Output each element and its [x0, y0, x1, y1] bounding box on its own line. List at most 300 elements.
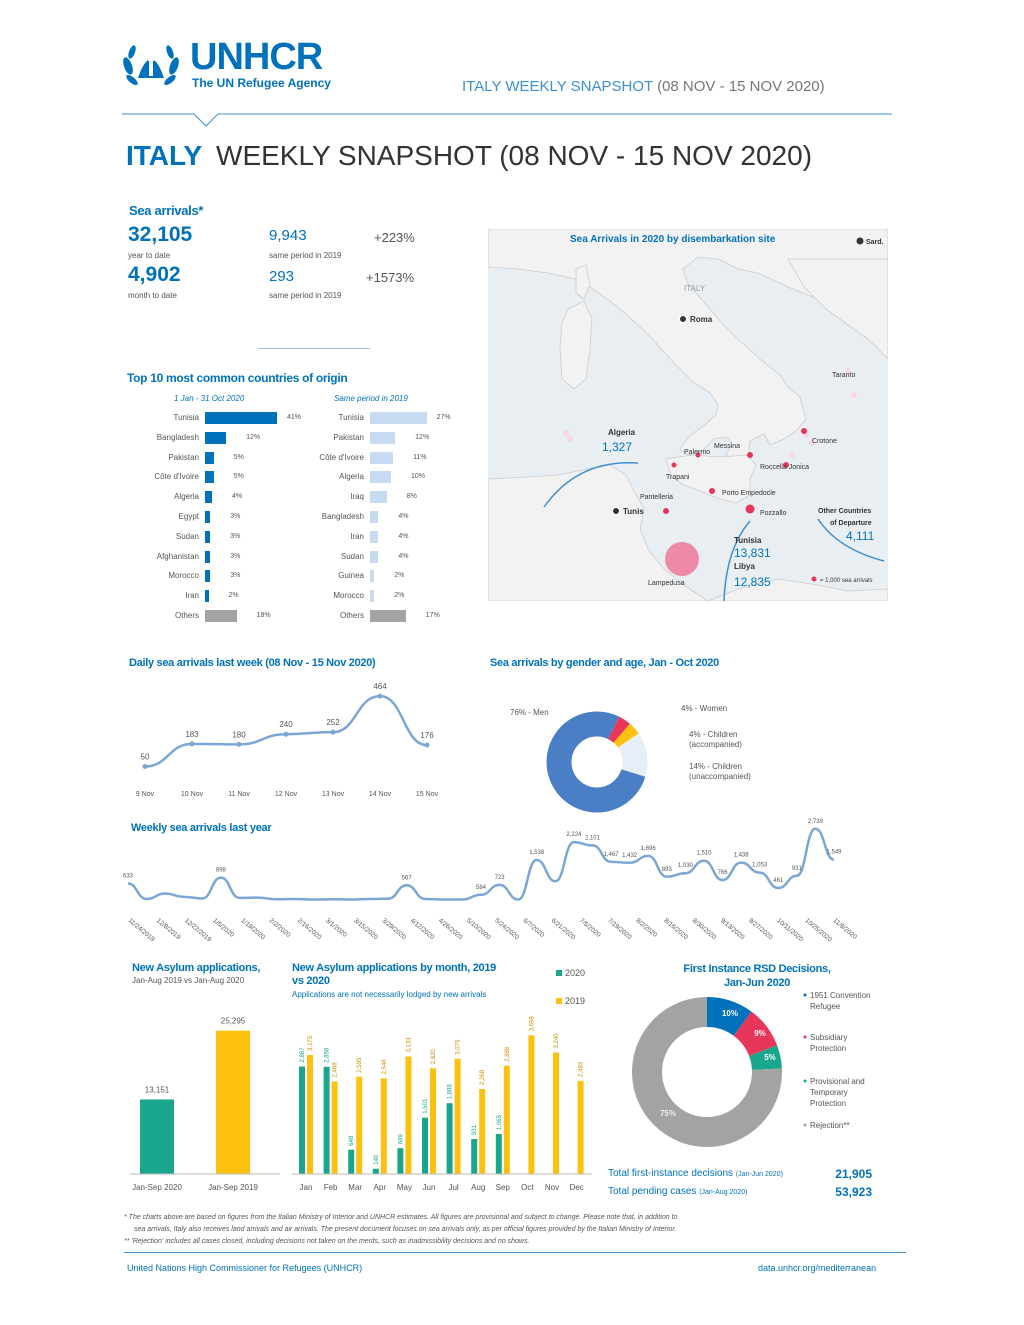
- footer-left: United Nations High Commissioner for Refugees (UNHCR): [127, 1263, 363, 1273]
- weekly-x-label: 12/8/2019: [154, 917, 182, 942]
- asylum-month-bar-2019: [479, 1089, 485, 1174]
- weekly-chart: [118, 815, 858, 955]
- weekly-x-label: 10/11/2020: [775, 917, 805, 944]
- rsd-decisions-label: Total first-instance decisions: [608, 1168, 734, 1179]
- legend-2019: [556, 996, 585, 1006]
- asylum-month-x-label: May: [396, 1183, 412, 1192]
- rsd-legend-dot: [804, 1124, 807, 1127]
- asylum-month-x-label: Aug: [471, 1183, 486, 1192]
- map-italy-label: ITALY: [684, 284, 706, 293]
- daily-point: [190, 741, 195, 746]
- origin-label: Sudan: [340, 551, 364, 561]
- rsd-value-label: 5%: [764, 1053, 776, 1062]
- origin-label: Bangladesh: [156, 432, 199, 442]
- mtd-label: month to date: [128, 291, 177, 300]
- origin-label: Tunisia: [173, 413, 199, 422]
- origin-bar: [370, 531, 378, 543]
- mtd-prev-label: same period in 2019: [269, 291, 342, 300]
- origin-label: Others: [174, 611, 199, 620]
- origin-label: Côte d'Ivoire: [154, 472, 199, 482]
- map-algeria-value: 1,327: [602, 440, 633, 454]
- weekly-x-label: 8/30/2020: [690, 917, 718, 942]
- daily-value: 50: [140, 752, 150, 762]
- origin-bar: [205, 531, 210, 543]
- asylum-month-value-2020: 931: [472, 1125, 479, 1136]
- asylum-month-bar-2019: [332, 1081, 338, 1174]
- asylum-month-bar-2019: [405, 1057, 411, 1174]
- weekly-x-label: 1/19/2020: [239, 917, 267, 942]
- weekly-value: 584: [475, 884, 487, 891]
- asylum-month-x-label: Oct: [521, 1183, 534, 1192]
- asylum-month-bar-2019: [578, 1081, 584, 1174]
- daily-value: 252: [326, 718, 340, 728]
- asylum-month-bar-2020: [447, 1103, 453, 1174]
- map-dot-pantelleria: [663, 508, 669, 514]
- weekly-value: 1,467: [603, 851, 619, 858]
- origin-bar: [370, 551, 378, 563]
- weekly-value: 2,739: [807, 818, 823, 825]
- rsd-decisions-value: 21,905: [835, 1167, 872, 1181]
- asylum-month-bar-2019: [455, 1059, 461, 1174]
- map-dot-messina: [747, 452, 753, 458]
- origin-bar: [205, 551, 210, 563]
- origin-label: Others: [339, 611, 364, 620]
- origin-bar: [205, 570, 210, 582]
- header-divider: [122, 112, 892, 128]
- gender-label-men: 76% - Men: [510, 708, 549, 717]
- origin-bar: [370, 570, 374, 582]
- origin-pct: 12%: [246, 433, 261, 441]
- asylum-month-value-2020: 689: [398, 1134, 405, 1145]
- weekly-x-label: 6/7/2020: [521, 917, 546, 939]
- origin-label: Côte d'Ivoire: [319, 452, 364, 462]
- logo-text: UNHCR: [190, 36, 323, 78]
- asylum-month-value-2019: 3,698: [529, 1016, 536, 1032]
- asylum-month-value-2020: 1,501: [423, 1098, 429, 1114]
- gender-label-children-acc: 4% - Children: [689, 730, 738, 739]
- origin-label: Guinea: [338, 571, 364, 581]
- origin-label: Iraq: [350, 492, 364, 502]
- rsd-legend-label: Rejection**: [810, 1121, 850, 1130]
- weekly-value: 893: [661, 866, 672, 873]
- weekly-value: 633: [122, 873, 134, 880]
- unhcr-logo: [118, 36, 358, 96]
- page-title-rest: WEEKLY SNAPSHOT (08 NOV - 15 NOV 2020): [216, 140, 813, 171]
- weekly-x-label: 8/16/2020: [662, 917, 690, 942]
- asylum-month-bar-2020: [496, 1134, 502, 1174]
- page-title-country: ITALY: [126, 140, 203, 171]
- asylum-month-bar-2020: [397, 1148, 403, 1174]
- weekly-x-label: 9/27/2020: [747, 917, 774, 942]
- header-snapshot-left: ITALY WEEKLY SNAPSHOT: [462, 78, 653, 95]
- page-title: [126, 140, 812, 172]
- origin-bar: [370, 610, 406, 622]
- origin-label: Tunisia: [338, 413, 364, 422]
- origin-2019-subtitle: Same period in 2019: [334, 394, 408, 403]
- daily-x-label: 12 Nov: [274, 791, 298, 798]
- asylum-month-bar-2020: [324, 1067, 330, 1174]
- asylum-month-value-2020: 2,858: [324, 1047, 331, 1063]
- weekly-x-label: 2/16/2020: [295, 917, 323, 942]
- legend-2020: [556, 968, 585, 978]
- header-snapshot-right: (08 NOV - 15 NOV 2020): [657, 78, 825, 95]
- asylum-month-value-2019: 3,240: [554, 1033, 560, 1049]
- weekly-x-label: 12/22/2019: [183, 917, 213, 944]
- origin-pct: 8%: [406, 493, 417, 501]
- daily-point: [378, 694, 383, 699]
- map-tunisia-label: Tunisia: [734, 536, 762, 545]
- map-palermo-label: Palermo: [684, 449, 711, 456]
- weekly-x-label: 11/8/2020: [831, 917, 858, 941]
- footnote-2: ** 'Rejection' includes all cases closed, including decisions not taken on the merits, such as inadmissibility decisions and no shows.: [124, 1238, 530, 1245]
- legend-2020-swatch: [556, 970, 562, 976]
- weekly-x-label: 5/10/2020: [465, 917, 492, 942]
- origin-label: Algeria: [339, 472, 364, 482]
- origin-pct: 2%: [394, 572, 405, 580]
- map-other-value: 4,111: [846, 529, 875, 543]
- map-dot-crotone: [801, 428, 807, 434]
- rsd-legend-dot: [804, 1036, 807, 1039]
- asylum-month-value-2020: 140: [373, 1154, 380, 1165]
- origin-pct: 4%: [232, 493, 243, 501]
- origin-pct: 2%: [394, 592, 405, 600]
- weekly-x-label: 1/5/2020: [211, 917, 236, 939]
- asylum-month-value-2020: 1,888: [447, 1084, 454, 1100]
- asylum-month-value-2019: 2,595: [357, 1057, 364, 1073]
- gender-label-children-unacc-2: (unaccompanied): [689, 772, 751, 781]
- origin-pct: 11%: [413, 453, 427, 461]
- map-sardegna-label: Sard.: [866, 239, 884, 246]
- rsd-pending-value: 53,923: [835, 1185, 872, 1199]
- asylum-month-bar-2019: [381, 1078, 387, 1174]
- weekly-x-label: 8/2/2020: [634, 917, 659, 939]
- mtd-prev-value: 293: [269, 268, 295, 285]
- mtd-change: +1573%: [366, 270, 415, 285]
- origin-pct: 41%: [287, 414, 302, 421]
- asylum-month-value-2019: 3,133: [406, 1037, 413, 1053]
- ytd-label: year to date: [128, 251, 171, 260]
- asylum-month-value-2019: 2,886: [504, 1046, 511, 1062]
- origin-bar: [370, 452, 393, 464]
- daily-x-label: 9 Nov: [135, 791, 155, 798]
- origin-pct: 10%: [410, 473, 425, 481]
- weekly-x-label: 5/24/2020: [493, 917, 520, 942]
- origin-label: Iran: [350, 531, 364, 541]
- asylum-month-bar-2019: [307, 1055, 313, 1174]
- asylum-month-value-2019: 2,820: [431, 1049, 437, 1065]
- daily-value: 176: [420, 731, 434, 741]
- asylum-month-value-2019: 2,483: [578, 1061, 585, 1077]
- sea-arrivals-divider: [258, 348, 370, 349]
- daily-x-label: 15 Nov: [415, 791, 439, 798]
- rsd-legend-label: Protection: [810, 1044, 847, 1053]
- rsd-legend-label: 1951 Convention: [810, 992, 871, 1000]
- rsd-decisions-row: [608, 1168, 876, 1179]
- asylum-month-bar-2019: [528, 1035, 534, 1174]
- daily-value: 183: [185, 729, 199, 739]
- asylum-month-subtitle: Applications are not necessarily lodged by new arrivals: [292, 990, 487, 999]
- origin-pct: 17%: [425, 612, 440, 619]
- gender-label-children-acc-2: (accompanied): [689, 740, 742, 749]
- weekly-x-label: 7/19/2020: [606, 917, 633, 942]
- origin-pct: 27%: [436, 414, 451, 421]
- daily-point: [425, 743, 430, 748]
- asylum-month-value-2019: 3,175: [308, 1035, 314, 1051]
- map-dot-trapani: [672, 463, 677, 468]
- asylum-total-chart: [130, 1000, 280, 1196]
- asylum-month-value-2019: 2,548: [381, 1059, 388, 1075]
- map-messina-label: Messina: [714, 443, 741, 450]
- footnote-1a-text: The charts above are based on figures from the Italian Ministry of Interior and UNHCR estimates. All figures are provisional and subject to change. Please note that, in addition to: [128, 1214, 678, 1221]
- daily-value: 240: [279, 720, 293, 730]
- rsd-pending-label: Total pending cases: [608, 1186, 697, 1197]
- ytd-prev-label: same period in 2019: [269, 251, 342, 260]
- origin-label: Morocco: [333, 591, 364, 601]
- map-dot-porto: [709, 488, 715, 494]
- origin-label: Pakistan: [333, 432, 364, 442]
- footer-divider: [124, 1252, 906, 1253]
- asylum-month-value-2020: 1,065: [496, 1115, 503, 1131]
- map-algeria-label: Algeria: [608, 428, 636, 437]
- origin-pct: 3%: [230, 513, 241, 520]
- daily-x-label: 13 Nov: [321, 791, 345, 798]
- map-sardinia: [560, 301, 592, 389]
- origin-title: Top 10 most common countries of origin: [127, 371, 348, 385]
- asylum-month-bar-2020: [471, 1139, 477, 1174]
- origin-label: Bangladesh: [321, 512, 364, 521]
- weekly-x-label: 3/1/2020: [324, 917, 349, 939]
- daily-value: 180: [232, 730, 246, 740]
- asylum-total-subtitle: Jan-Aug 2019 vs Jan-Aug 2020: [132, 976, 245, 985]
- asylum-month-bar-2020: [348, 1150, 354, 1174]
- asylum-month-value-2020: 648: [349, 1135, 356, 1146]
- footer-right: data.unhcr.org/mediterranean: [758, 1263, 877, 1273]
- weekly-x-label: 4/12/2020: [408, 917, 436, 942]
- origin-bar: [370, 491, 387, 503]
- legend-2019-swatch: [556, 998, 562, 1004]
- weekly-value: 1,438: [733, 852, 749, 859]
- map-balkans: [788, 259, 888, 359]
- origin-bar: [205, 610, 237, 622]
- origin-bar: [205, 590, 209, 602]
- weekly-title: Weekly sea arrivals last year: [131, 822, 272, 834]
- origin-bar: [370, 432, 395, 444]
- rsd-value-label: 75%: [659, 1109, 677, 1118]
- legend-2020-label: 2020: [565, 968, 586, 978]
- map-tunisia-value: 13,831: [734, 546, 771, 560]
- origin-pct: 2%: [228, 592, 239, 600]
- asylum-month-x-label: Apr: [373, 1183, 387, 1192]
- asylum-month-x-label: Mar: [348, 1183, 363, 1192]
- asylum-total-bar: [140, 1099, 174, 1174]
- origin-label: Egypt: [178, 512, 199, 521]
- ytd-change: +223%: [374, 230, 415, 245]
- map-trapani-label: Trapani: [666, 474, 690, 481]
- origin-bar: [370, 511, 378, 523]
- rsd-chart: [610, 992, 910, 1152]
- weekly-value: 2,101: [584, 835, 600, 842]
- origin-label: Afghanistan: [156, 551, 199, 561]
- gender-label-women: 4% - Women: [681, 704, 728, 713]
- header-snapshot: [462, 78, 825, 95]
- origin-bar: [205, 491, 212, 503]
- weekly-value: 1,030: [677, 863, 693, 870]
- asylum-month-bar-2020: [299, 1066, 305, 1174]
- asylum-month-x-label: Jul: [448, 1183, 459, 1192]
- rsd-legend-dot: [804, 1080, 807, 1083]
- rsd-legend-dot: [804, 994, 807, 997]
- origin-label: Iran: [185, 591, 199, 601]
- daily-point: [143, 764, 148, 769]
- rsd-legend-label: Temporary: [810, 1088, 848, 1097]
- weekly-x-label: 11/24/2019: [126, 917, 156, 944]
- weekly-value: 723: [494, 874, 505, 881]
- asylum-month-value-2020: 2,867: [300, 1047, 306, 1063]
- weekly-value: 567: [401, 875, 412, 882]
- map-other-label-1: Other Countries: [818, 508, 872, 515]
- asylum-month-x-label: Sep: [495, 1183, 510, 1192]
- map-roccella-label: Roccella Jonica: [760, 464, 810, 471]
- map-taranto-label: Taranto: [832, 372, 856, 379]
- map-tunis-label: Tunis: [623, 507, 644, 516]
- asylum-month-x-label: Dec: [569, 1183, 584, 1192]
- asylum-month-x-label: Jun: [422, 1183, 436, 1192]
- weekly-x-label: 6/21/2020: [549, 917, 577, 942]
- asylum-month-bar-2019: [504, 1066, 510, 1174]
- gender-chart: [500, 700, 770, 815]
- map-legend-label: = 1,000 sea arrivals: [820, 578, 873, 584]
- origin-pct: 4%: [398, 513, 409, 520]
- rsd-title: First Instance RSD Decisions, Jan-Jun 2020: [683, 963, 831, 989]
- sea-arrivals-title: Sea arrivals*: [129, 203, 204, 218]
- asylum-total-title: New Asylum applications,: [132, 962, 261, 974]
- map-porto-label: Porto Empedocle: [722, 490, 776, 497]
- origin-pct: 12%: [415, 433, 430, 441]
- origin-pct: 4%: [398, 552, 409, 560]
- footnote-1b: sea arrivals, Italy also receives land arrivals and air arrivals. The present document focuses on sea arrivals only, as per official figures provided by the Italian Ministry of Interior.: [134, 1226, 677, 1233]
- daily-x-label: 10 Nov: [180, 791, 204, 798]
- weekly-x-label: 10/25/2020: [803, 917, 833, 944]
- daily-value: 464: [373, 682, 387, 692]
- map-libya-value: 12,835: [734, 575, 771, 589]
- rsd-pending-row: [608, 1186, 876, 1197]
- asylum-month-title: New Asylum applications by month, 2019 vs 2020: [292, 962, 496, 987]
- legend-2019-label: 2019: [565, 996, 586, 1006]
- origin-pct: 3%: [230, 552, 241, 560]
- gender-label-children-unacc: 14% - Children: [689, 762, 742, 771]
- ytd-value: 32,105: [128, 223, 193, 246]
- origin-2020-subtitle: 1 Jan - 31 Oct 2020: [174, 394, 245, 403]
- asylum-month-bar-2019: [356, 1077, 362, 1174]
- origin-pct: 5%: [233, 453, 244, 461]
- map-roma-label: Roma: [690, 315, 713, 324]
- asylum-total-value: 25,295: [220, 1016, 246, 1026]
- map-title: Sea Arrivals in 2020 by disembarkation site: [570, 234, 776, 245]
- map-lampedusa-label: Lampedusa: [648, 580, 685, 587]
- weekly-value: 1,432: [622, 852, 638, 859]
- map-libya-label: Libya: [734, 562, 755, 571]
- asylum-month-bar-2019: [553, 1053, 559, 1175]
- rsd-legend-label: Refugee: [810, 1002, 841, 1011]
- map-dot-pozzallo: [746, 505, 755, 514]
- origin-bar: [205, 412, 277, 424]
- asylum-total-value: 13,151: [144, 1085, 170, 1095]
- asylum-month-value-2019: 2,468: [332, 1062, 339, 1078]
- map-panel: [488, 229, 888, 601]
- asylum-total-x-label: Jan-Sep 2019: [208, 1183, 258, 1192]
- map-svg: [488, 229, 888, 601]
- weekly-x-label: 4/26/2020: [436, 917, 464, 942]
- logo-subtitle: The UN Refugee Agency: [192, 76, 331, 90]
- weekly-value: 898: [215, 867, 226, 874]
- rsd-pending-period: (Jan-Aug 2020): [699, 1189, 748, 1196]
- asylum-month-x-label: Nov: [544, 1183, 560, 1192]
- asylum-month-x-label: Jan: [299, 1183, 313, 1192]
- origin-bar: [205, 452, 214, 464]
- asylum-month-value-2019: 2,268: [480, 1069, 487, 1085]
- origin-bar: [370, 471, 391, 483]
- daily-x-label: 11 Nov: [228, 791, 250, 798]
- daily-point: [284, 732, 289, 737]
- origin-pct: 18%: [256, 612, 271, 619]
- weekly-value: 461: [773, 878, 784, 885]
- weekly-value: 1,549: [826, 849, 842, 856]
- rsd-legend-label: Subsidiary: [810, 1033, 848, 1042]
- weekly-value: 1,538: [529, 849, 545, 856]
- weekly-value: 766: [717, 870, 728, 877]
- weekly-x-label: 3/29/2020: [380, 917, 408, 942]
- map-other-label-2: of Departure: [830, 520, 872, 527]
- origin-bar: [205, 432, 226, 444]
- weekly-value: 931: [791, 865, 802, 872]
- weekly-x-label: 3/15/2020: [352, 917, 379, 942]
- origin-bar: [370, 590, 374, 602]
- weekly-value: 1,510: [696, 850, 712, 857]
- origin-bar: [205, 471, 214, 483]
- asylum-month-chart: [292, 1012, 592, 1196]
- weekly-value: 1,696: [640, 845, 656, 852]
- daily-title: Daily sea arrivals last week (08 Nov - 15 Nov 2020): [129, 657, 376, 669]
- daily-x-label: 14 Nov: [368, 791, 392, 798]
- asylum-month-bar-2020: [373, 1169, 379, 1174]
- rsd-legend-label: Provisional and: [810, 1077, 865, 1086]
- rsd-value-label: 9%: [754, 1029, 766, 1038]
- origin-bar: [370, 412, 427, 424]
- footnotes: [124, 1212, 864, 1248]
- origin-bar: [205, 511, 210, 523]
- daily-point: [237, 742, 242, 747]
- daily-point: [331, 730, 336, 735]
- asylum-total-bar: [216, 1031, 250, 1174]
- map-dot-legend: [812, 577, 817, 582]
- weekly-x-label: 2/2/2020: [267, 917, 292, 939]
- asylum-total-x-label: Jan-Sep 2020: [132, 1183, 182, 1192]
- origin-label: Sudan: [175, 531, 199, 541]
- weekly-value: 2,224: [566, 832, 582, 839]
- weekly-x-label: 9/13/2020: [718, 917, 746, 942]
- footnote-1a: * The charts above are based on figures from the Italian Ministry of Interior and UNHCR estimates. All figures are provisional and subject to change. Please note that, in addition to: [124, 1214, 678, 1221]
- map-crotone-label: Crotone: [812, 438, 837, 445]
- weekly-x-label: 7/5/2020: [577, 917, 602, 939]
- asylum-month-x-label: Feb: [323, 1183, 338, 1192]
- weekly-value: 1,053: [752, 862, 768, 869]
- laurel-icon: [118, 36, 184, 94]
- origin-label: Morocco: [168, 571, 199, 581]
- rsd-decisions-period: (Jan-Jun 2020): [735, 1171, 783, 1178]
- asylum-month-bar-2020: [422, 1118, 428, 1174]
- origin-pct: 4%: [398, 532, 409, 540]
- origin-pct: 3%: [230, 572, 241, 580]
